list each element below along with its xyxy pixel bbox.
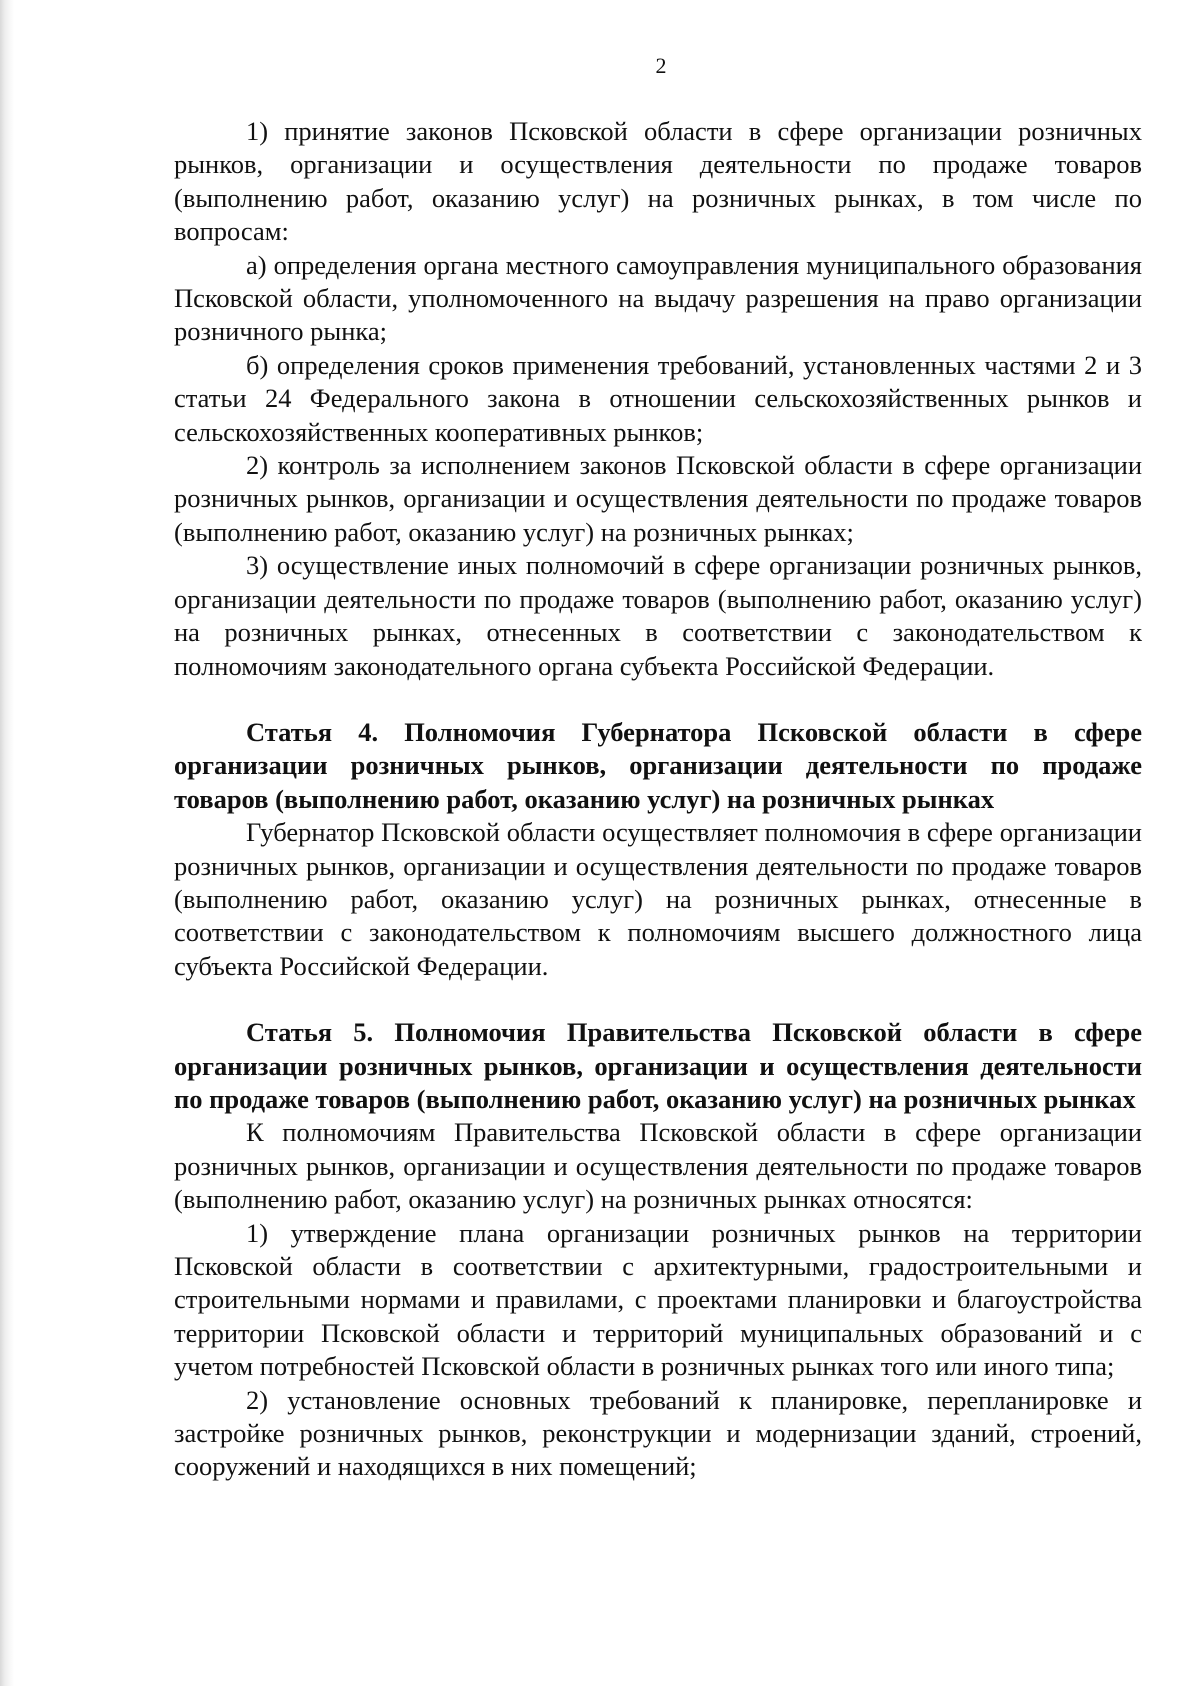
section-spacer [174, 683, 1142, 716]
scan-edge [0, 0, 14, 1686]
article-5-heading: Статья 5. Полномочия Правительства Псковской области в сфере организации розничных рынков, организации и осуществления деятельности по продаже товаров (выполнению работ, оказанию услуг) на розничных рынках [174, 1017, 1142, 1114]
article-5-item-2: 2) установление основных требований к планировке, перепланировке и застройке розничных рынков, реконструкции и модернизации зданий, строений, сооружений и находящихся в них помещений; [174, 1384, 1142, 1482]
paragraph-item-3: 3) осуществление иных полномочий в сфере организации розничных рынков, организации деятельности по продаже товаров (выполнению работ, оказанию услуг) на розничных рынках, отнесенных в соответствии с законодательством к полномочиям законодательного органа субъекта Российской Федерации. [174, 550, 1142, 681]
paragraph-item-1: 1) принятие законов Псковской области в сфере организации розничных рынков, организации и осуществления деятельности по продаже товаров (выполнению работ, оказанию услуг) на розничных рынках, в том числе по вопросам: [174, 116, 1142, 247]
article-4-heading: Статья 4. Полномочия Губернатора Псковской области в сфере организации розничных рынков, организации деятельности по продаже товаров (выполнению работ, оказанию услуг) на розничных рынках [174, 716, 1142, 814]
article-5-intro: К полномочиям Правительства Псковской области в сфере организации розничных рынков, организации и осуществления деятельности по продаже товаров (выполнению работ, оказанию услуг) на розничных рынках относятся: [174, 1117, 1142, 1215]
paragraph-item-2: 2) контроль за исполнением законов Псковской области в сфере организации розничных рынков, организации и осуществления деятельности по продаже товаров (выполнению работ, оказанию услуг) на розничных рынках; [174, 450, 1142, 547]
article-5-item-1: 1) утверждение плана организации розничных рынков на территории Псковской области в соответствии с архитектурными, градостроительными и строительными нормами и правилами, с проектами планировки и благоустройства территории Псковской области и территорий муниципальных образований и с учетом потребностей Псковской области в розничных рынках того или иного типа; [174, 1217, 1142, 1382]
article-4-body: Губернатор Псковской области осуществляет полномочия в сфере организации розничных рынков, организации и осуществления деятельности по продаже товаров (выполнению работ, оказанию услуг) на розничных рынках, отнесенные в соответствии с законодательством к полномочиям высшего должностного лица субъекта Российской Федерации. [174, 817, 1142, 981]
section-spacer [174, 983, 1142, 1016]
document-body [174, 115, 1142, 1484]
paragraph-item-b: б) определения сроков применения требований, установленных частями 2 и 3 статьи 24 Федерального закона в отношении сельскохозяйственных рынков и сельскохозяйственных кооперативных рынков; [174, 349, 1142, 447]
page-number: 2 [655, 53, 667, 78]
paragraph-item-a: а) определения органа местного самоуправления муниципального образования Псковской области, уполномоченного на выдачу разрешения на право организации розничного рынка; [174, 249, 1142, 347]
